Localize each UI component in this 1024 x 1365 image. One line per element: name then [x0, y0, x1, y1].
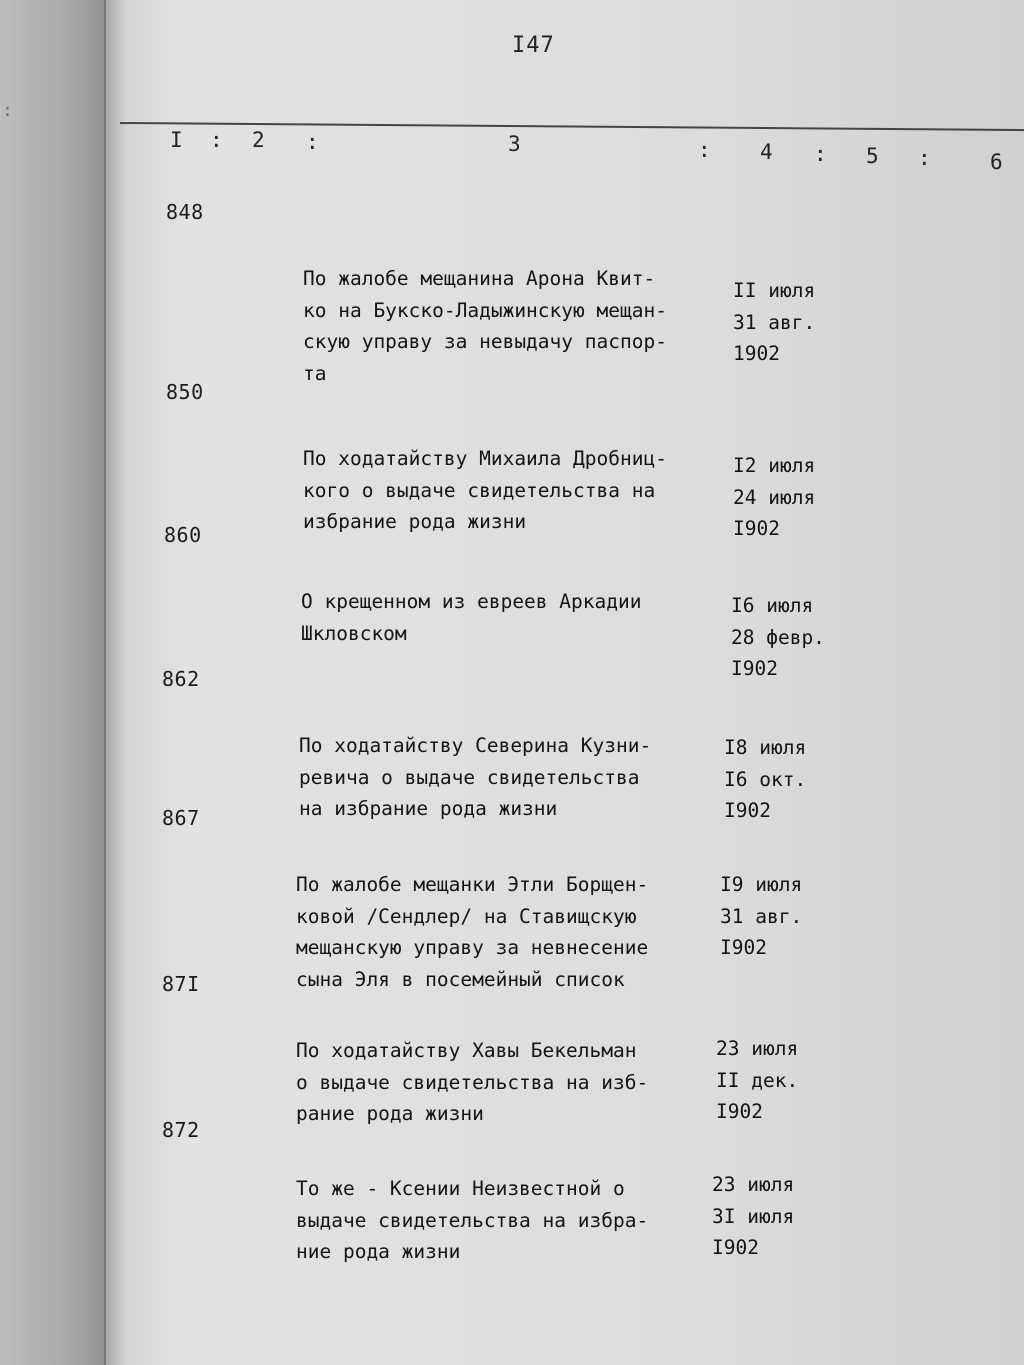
entry-dates: 23 июля II дек. I902 — [716, 1037, 799, 1123]
left-page-mark: : — [2, 100, 13, 121]
document-page — [104, 0, 1024, 1365]
entry-number: 867 — [162, 806, 200, 830]
entry-number: 850 — [166, 380, 204, 404]
entry-dates: II июля 31 авг. 1902 — [733, 279, 816, 365]
entry-description: По жалобе мещанки Этли Борщен- ковой /Сендлер/ на Ставищскую мещанскую управу за невнесение сына Эля в посемейный список — [296, 873, 649, 991]
column-separator: : — [698, 138, 711, 162]
entry-number: 860 — [164, 523, 202, 547]
column-number-3: 3 — [508, 132, 521, 156]
column-number-6: 6 — [990, 150, 1003, 174]
entry-dates: 23 июля 3I июля I902 — [712, 1173, 795, 1259]
column-separator: : — [210, 128, 223, 152]
column-number-2: 2 — [252, 128, 265, 152]
entry-description: О крещенном из евреев Аркадии Шкловском — [301, 590, 642, 645]
entry-description: По жалобе мещанина Арона Квит- ко на Букско-Ладыжинскую мещан- скую управу за невыдачу паспор- та — [303, 267, 667, 385]
entry-number: 848 — [166, 200, 204, 224]
page-number: I47 — [512, 33, 555, 58]
entry-number: 872 — [162, 1118, 200, 1142]
entry-dates: I8 июля I6 окт. I902 — [724, 736, 807, 822]
left-page-edge — [0, 0, 112, 1365]
column-number-1: I — [170, 128, 183, 152]
entry-description: По ходатайству Хавы Бекельман о выдаче свидетельства на изб- рание рода жизни — [296, 1039, 649, 1125]
column-number-5: 5 — [866, 144, 879, 168]
entry-number: 862 — [162, 667, 200, 691]
entry-dates: I2 июля 24 июля I902 — [733, 454, 816, 540]
column-separator: : — [918, 146, 931, 170]
column-number-4: 4 — [760, 140, 773, 164]
entry-description: По ходатайству Северина Кузни- ревича о выдаче свидетельства на избрание рода жизни — [299, 734, 652, 820]
column-separator: : — [814, 142, 827, 166]
entry-description: По ходатайству Михаила Дробниц- кого о выдаче свидетельства на избрание рода жизни — [303, 447, 667, 533]
entry-number: 87I — [162, 972, 200, 996]
column-separator: : — [306, 130, 319, 154]
entry-description: То же - Ксении Неизвестной о выдаче свидетельства на избра- ние рода жизни — [296, 1177, 649, 1263]
entry-dates: I6 июля 28 февр. I902 — [731, 594, 825, 680]
entry-dates: I9 июля 31 авг. I902 — [720, 873, 803, 959]
